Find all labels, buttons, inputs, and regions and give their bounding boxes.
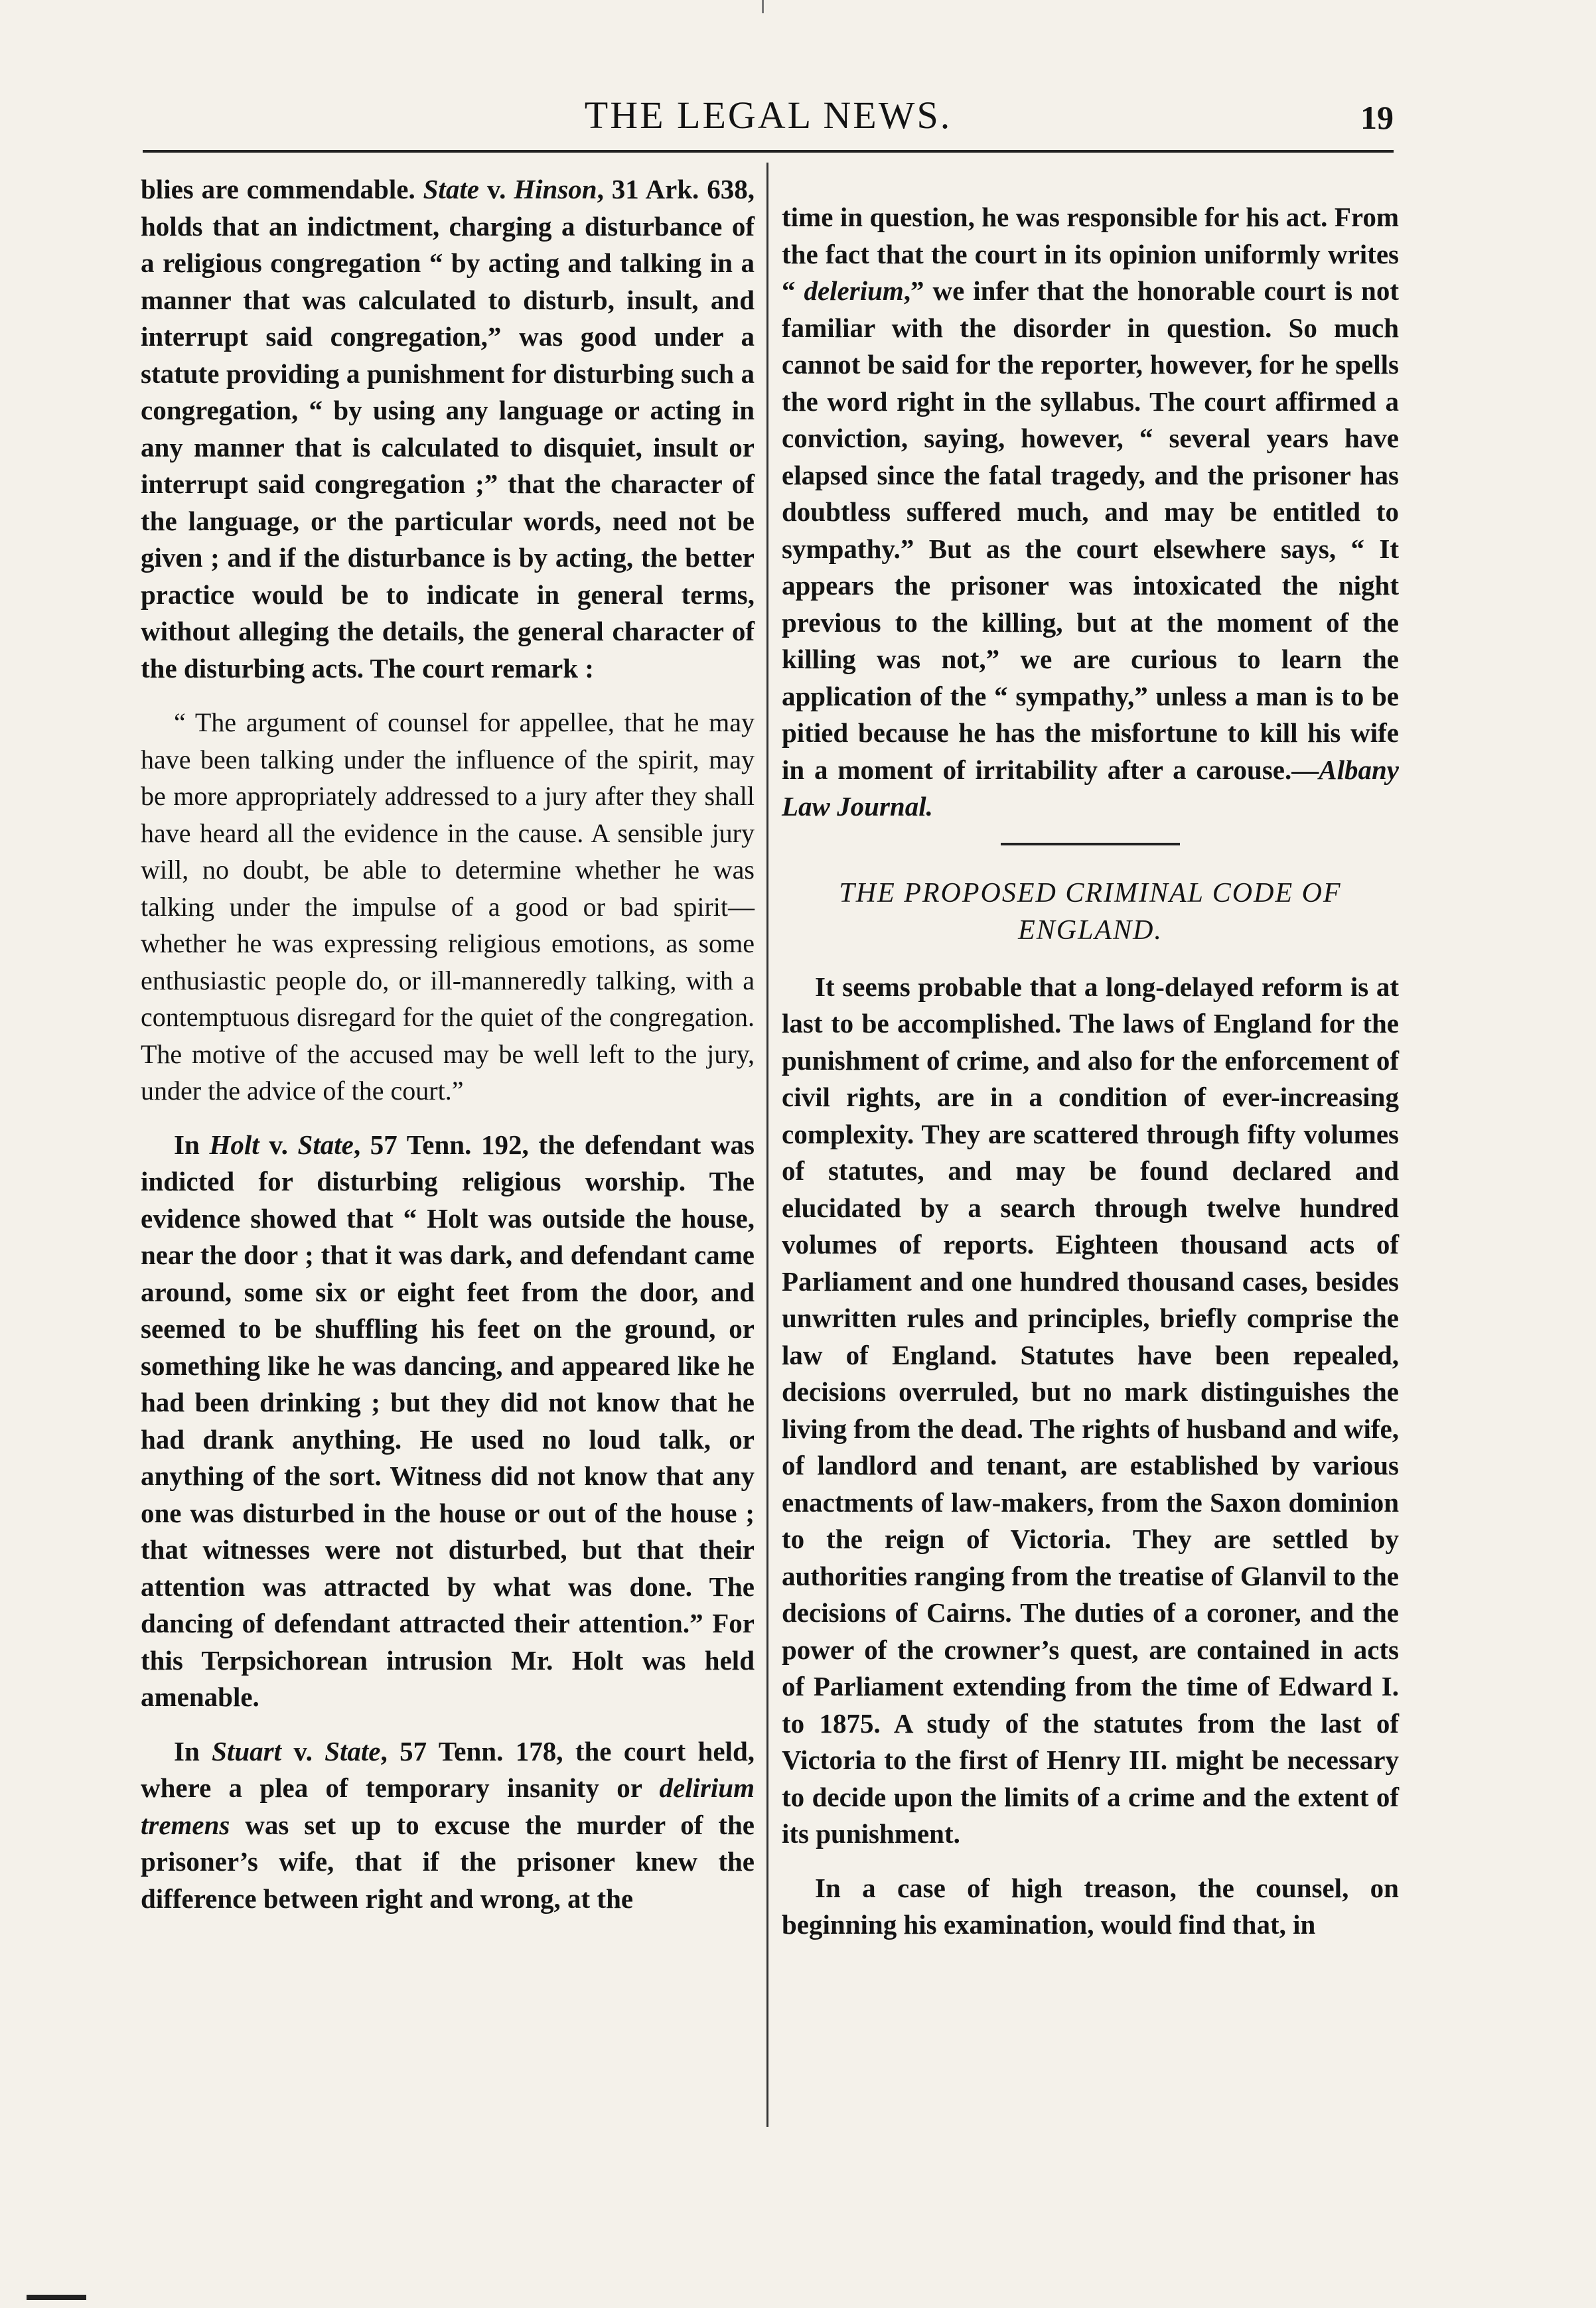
paragraph-treason: In a case of high treason, the counsel, on beginning his examination, would find that, in [782, 1872, 1399, 1940]
header-rule [143, 150, 1394, 153]
bottom-margin-mark [27, 2295, 86, 2300]
section-divider [1001, 843, 1180, 845]
legal-term: delirium tremens [141, 1772, 755, 1840]
case-party: State [297, 1129, 354, 1160]
case-party: Holt [209, 1129, 259, 1160]
court-quotation: “ The argument of counsel for appellee, that he may have been talking under the influence of the spirit, may be more appropriately addressed to a jury after they shall have heard all the evidence in the cause. A sensible jury will, no doubt, be able to determine whether he was talking under the impulse of a good or bad spirit—whether he was expressing religious emotions, as some enthusiastic people do, or ill-manneredly talking, with a contemptuous disregard for the quiet of the congregation. The motive of the accused may be well left to the jury, under the advice of the court.” [141, 707, 755, 1106]
paragraph-continuation: time in question, he was responsible for his act. From the fact that the court in its opinion uniformly writes “ delerium,” we infer that the honorable court is not familiar with the disorder in question. So much cannot be said for the reporter, however, for he spells the word right in the syllabus. The court affirmed a conviction, saying, however, “ several years have elapsed since the fatal tragedy, and the prisoner has doubtless suffered much, and may be entitled to sympathy.” But as the court elsewhere says, “ It appears the prisoner was intoxicated the night previous to the killing, but at the moment of the killing was not,” we are curious to learn the application of the “ sympathy,” unless a man is to be pitied because he has the misfortune to kill his wife in a moment of irritability after a carouse.—Albany Law Journal. [782, 202, 1400, 822]
article-title: THE PROPOSED CRIMINAL CODE OF ENGLAND. [839, 877, 1342, 946]
paragraph-stuart: In Stuart v. State, 57 Tenn. 178, the court held, where a plea of temporary insanity or delirium tremens was set up to excuse the murder of the prisoner’s wife, that if the prisoner knew the difference between right and wrong, at the [141, 1735, 755, 1914]
column-divider [766, 163, 768, 2127]
publication-title: THE LEGAL NEWS. [584, 94, 952, 137]
page-number: 19 [1360, 99, 1394, 136]
running-header [143, 93, 1394, 146]
case-party: Hinson [514, 174, 597, 204]
case-party: Stuart [212, 1735, 281, 1767]
paragraph-reform: It seems probable that a long-delayed reform is at last to be accomplished. The laws of England for the punishment of crime, and also for the enforcement of civil rights, are in a condition of ever-increasing complexity. They are scattered through fifty volumes of statutes, and may be found declared and elucidated by a search through twelve hundred volumes of reports. Eighteen thousand acts of Parliament and one hundred thousand cases, besides unwritten rules and principles, briefly comprise the law of England. Statutes have been repealed, decisions overruled, but no mark distinguishes the living from the dead. The rights of husband and wife, of landlord and tenant, are established by various enactments of law-makers, from the Saxon dominion to the reign of Victoria. They are settled by authorities ranging from the treatise of Glanvil to the decisions of Cairns. The duties of a coroner, and the power of the crowner’s quest, are contained in acts of Parliament extending from the time of Edward I. to 1875. A study of the statutes from the last of Victoria to the first of Henry III. might be necessary to decide upon the limits of a crime and the extent of its punishment. [782, 971, 1399, 1849]
case-party: State [325, 1735, 381, 1767]
top-margin-mark [762, 0, 764, 13]
source-citation: Albany Law Journal. [782, 754, 1399, 822]
legal-term: delerium [804, 275, 904, 306]
case-party: State [423, 174, 479, 204]
right-column [782, 199, 1399, 1961]
paragraph-hinson: blies are commendable. State v. Hinson, 31 Ark. 638, holds that an indictment, charging a disturbance of a religious congregation “ by acting and talking in a manner that was calculated to disturb, insult, and interrupt said congregation,” was good under a statute providing a punishment for disturbing such a congregation, “ by using any language or acting in any manner that is calculated to disquiet, insult or interrupt said congregation ;” that the character of the language, or the particular words, need not be given ; and if the disturbance is by acting, the better practice would be to indicate in general terms, without alleging the details, the general character of the disturbing acts. The court remark : [141, 174, 755, 684]
left-column [141, 171, 755, 1934]
paragraph-holt: In Holt v. State, 57 Tenn. 192, the defendant was indicted for disturbing religious worship. The evidence showed that “ Holt was outside the house, near the door ; that it was dark, and defendant came around, some six or eight feet from the door, and seemed to be shuffling his feet on the ground, or something like he was dancing, and appeared like he had been drinking ; but they did not know that he had drank anything. He used no loud talk, or anything of the sort. Witness did not know that any one was disturbed in the house or out of the house ; that witnesses were not disturbed, but that their attention was attracted by what was done. The dancing of defendant attracted their attention.” For this Terpsichorean intrusion Mr. Holt was held amenable. [141, 1129, 755, 1712]
